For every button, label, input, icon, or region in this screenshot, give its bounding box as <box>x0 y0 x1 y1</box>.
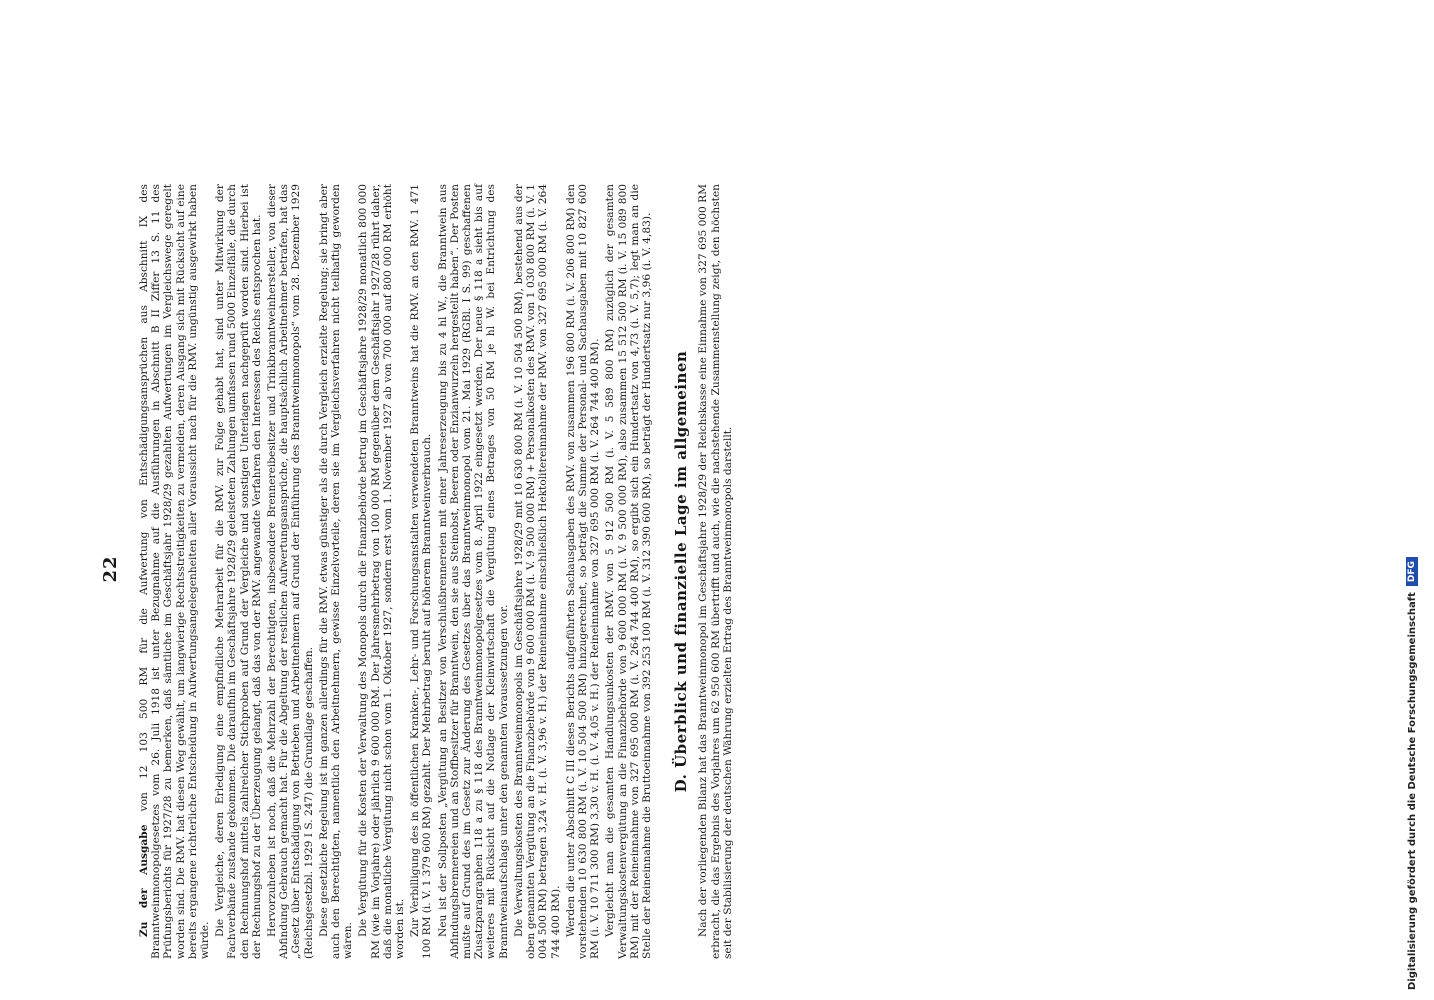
paragraph <box>409 184 433 959</box>
paragraph-text: Die Vergütung für die Kosten der Verwaltung des Monopols durch die Finanzbehörde betrug im Geschäftsjahre 1928/29 monatlich 800 000 RM (wie im Vorjahre) oder jährlich 9 600 000 RM. Der Jahresmehrbetrag von 100 000 RM gegenüber dem Geschäftsjahr 1927/28 rührt daher, daß die monatliche Vergütung nicht schon vom 1. Oktober 1927, sondern erst vom 1. November 1927 ab von 700 000 auf 800 000 RM erhöht worden ist. <box>357 184 407 959</box>
paragraph-text: Diese gesetzliche Regelung ist im ganzen allerdings für die RMV. etwas günstiger als die durch Vergleich erzielte Regelung; sie bringt aber auch den Berechtigten, namentlich den Arbeitnehmern, gewisse Einzelvorteile, deren sie im Vergleichsverfahren nicht teilhaftig geworden wären. <box>317 184 355 959</box>
stamp-text: Digitalisierung gefördert durch die Deutsche Forschungsgemeinschaft <box>1406 592 1418 990</box>
final-paragraph: Nach der vorliegenden Bilanz hat das Branntweinmonopol im Geschäftsjahre 1928/29 der Reichskasse eine Einnahme von 327 695 000 RM erbracht, die das Ergebnis des Vorjahres um 62 950 600 RM übertrifft und auch, wie die nachstehende Zusammenstellung zeigt, den höchsten seit der Stabilisierung der deutschen Währung erzielten Ertrag des Branntweinmonopols darstellt. <box>697 184 734 959</box>
paragraph <box>565 184 602 959</box>
section-heading: D. Überblick und finanzielle Lage im allgemeinen <box>672 350 691 793</box>
paragraph <box>357 184 406 959</box>
paragraph <box>138 184 211 959</box>
paragraph-text: Die Vergleiche, deren Erledigung eine empfindliche Mehrarbeit für die RMV. zur Folge gehabt hat, sind unter Mitwirkung der Fachverbände zustande gekommen. Die daraufhin im Geschäftsjahre 1928/29 geleisteten Zahlungen umfassen rund 5000 Einzelfälle, die durch den Rechnungshof mittels zahlreicher Stichproben auf Grund der Vergleiche und sonstigen Unterlagen nachgeprüft worden sind. Hierbei ist der Rechnungshof zu der Überzeugung gelangt, daß das von der RMV. angewandte Verfahren den Interessen des Reichs entsprochen hat. <box>214 184 263 959</box>
dfg-logo-icon: DFG <box>1406 557 1418 586</box>
paragraph-text: Werden die unter Abschnitt C III dieses Berichts aufgeführten Sachausgaben des RMV. von zusammen 196 800 RM (i. V. 206 800 RM) den vorstehenden 10 630 800 RM (i. V. 10 504 500 RM) hinzugerechnet, so beträgt die Summe der Personal- und Sachausgaben mit 10 827 600 RM (i. V. 10 711 300 RM) 3,30 v. H. (i. V. 4,05 v. H.) der Reineinnahme von 327 695 000 RM (i. V. 264 744 400 RM). <box>564 184 602 959</box>
body-text <box>138 184 737 959</box>
paragraph <box>214 184 263 959</box>
paragraph <box>266 184 315 959</box>
paragraph-text: Hervorzuheben ist noch, daß die Mehrzahl der Berechtigten, insbesondere Brennereibesitzer und Trinkbranntweinhersteller, von dieser Abfindung Gebrauch gemacht hat. Für die Abgeltung der restlichen Aufwertungsansprüche, die hauptsächlich Arbeitnehmer betrafen, hat das „Gesetz über Entschädigung von Betrieben und Arbeitnehmern auf Grund der Einführung des Branntweinmonopols“ vom 28. Dezember 1929 (Reichsgesetzbl. 1929 I S. 247) die Grundlage geschaffen. <box>266 184 315 959</box>
digitization-stamp <box>1401 0 1423 990</box>
paragraph-text: von 12 103 500 RM für die Aufwertung von Entschädigungsansprüchen aus Abschnitt IX des Branntweinmonopolgesetzes vom 26. Juli 1918 ist unter Bezugnahme auf die Ausführungen in Abschnitt B II Ziffer 13 S. 11 des Prüfungsberichts für 1927/28 zu bemerken, daß sämtliche im Geschäftsjahr 1928/29 gezahlten Aufwertungen im Vergleichswege geregelt worden sind. Die RMV. hat diesen Weg gewählt, um langwierige Rechtsstreitigkeiten zu vermeiden, deren Ausgang sich mit Rücksicht auf eine bereits ergangene richterliche Entscheidung in Aufwertungsangelegenheiten aller Voraussicht nach für die RMV. ungünstig ausgewirkt haben würde. <box>138 184 212 959</box>
paragraph-text: Zur Verbilligung des in öffentlichen Kranken-, Lehr- und Forschungsanstalten verwendeten Branntweins hat die RMV. an den RMV. 1 471 100 RM (i. V. 1 379 600 RM) gezahlt. Der Mehrbetrag beruht auf höherem Branntweinverbrauch. <box>409 184 434 959</box>
paragraph-text: Vergleicht man die gesamten Handlungsunkosten der RMV. von 5 912 500 RM (i. V. 5 589 800 RM) zuzüglich der gesamten Verwaltungskostenvergütung an die Finanzbehörde von 9 600 000 RM (i. V. 9 500 000 RM), also zusammen 15 512 500 RM (i. V. 15 089 800 RM) mit der Reineinnahme von 327 695 000 RM (i. V. 264 744 400 RM), so ergibt sich ein Hundertsatz von 4,73 (i. V. 5,7); legt man an die Stelle der Reineinnahme die Bruttoeinnahme von 392 253 100 RM (i. V. 312 390 600 RM), so beträgt der Hundertsatz nur 3,96 (i. V. 4,83). <box>604 184 653 959</box>
page-number: 22 <box>100 555 121 583</box>
paragraph <box>604 184 653 959</box>
paragraph <box>513 184 562 959</box>
paragraph-text: Die Verwaltungskosten des Branntweinmonopols im Geschäftsjahre 1928/29 mit 10 630 800 RM (i. V. 10 504 500 RM), bestehend aus der oben genannten Vergütung an die Finanzbehörde von 9 600 000 RM (i. V. 9 500 000 RM) + Personalkosten des RMV. von 1 030 800 RM (i. V. 1 004 500 RM) betragen 3,24 v. H. (i. V. 3,96 v. H.) der Reineinnahme einschließlich Hektolitereinnahme der RMV. von 327 695 000 RM (i. V. 264 744 400 RM). <box>512 184 562 959</box>
rotated-page <box>96 169 1216 969</box>
paragraph-lead-in: Zu der Ausgabe <box>138 824 150 937</box>
paragraph-text: Neu ist der Sollposten „Vergütung an Besitzer von Verschlußbrennereien mit einer Jahreserzeugung bis zu 4 hl W., die Branntwein aus Abfindungsbrennereien und an Stoffbesitzer für Branntwein, den sie aus Steinobst, Beeren oder Enzianwurzeln hergestellt haben“. Der Posten mußte auf Grund des im Gesetz zur Änderung des Gesetzes über das Branntweinmonopol vom 21. Mai 1929 (RGBl. I S. 99) geschaffenen Zusatzparagraphen 118 a zu § 118 des Branntweinmonopolgesetzes vom 8. April 1922 eingesetzt werden. Der neue § 118 a sieht bis auf weiteres mit Rücksicht auf die Notlage der Kleinwirtschaft die Vergütung eines Betrages von 50 RM je hl W. bei Entrichtung des Branntweinaufschlags unter den genannten Voraussetzungen vor. <box>436 184 510 959</box>
paragraph <box>437 184 510 959</box>
paragraph <box>318 184 355 959</box>
